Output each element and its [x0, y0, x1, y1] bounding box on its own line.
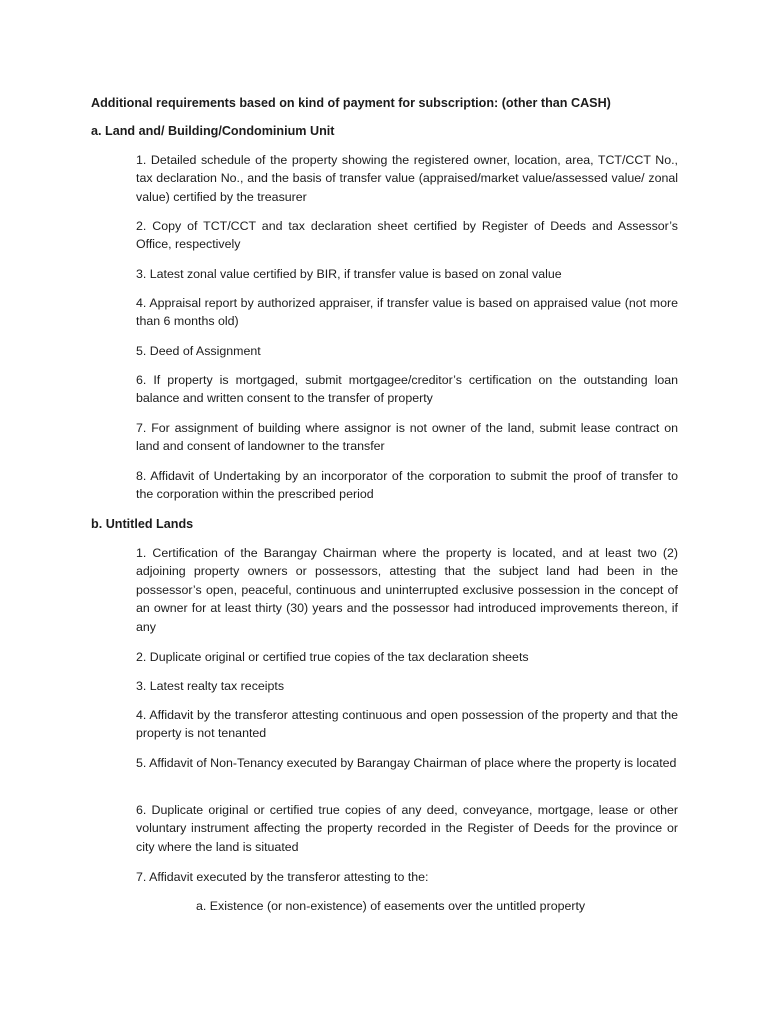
land-requirement-6: 6. If property is mortgaged, submit mortgagee/creditor’s certification on the outstanding loan balance and written consent to the transfer of property: [136, 373, 678, 406]
untitled-requirement-2: 2. Duplicate original or certified true copies of the tax declaration sheets: [136, 650, 529, 664]
untitled-subrequirement-a: a. Existence (or non-existence) of easements over the untitled property: [196, 899, 586, 913]
land-requirement-5: 5. Deed of Assignment: [136, 344, 261, 358]
untitled-requirement-6: 6. Duplicate original or certified true copies of any deed, conveyance, mortgage, lease or other voluntary instrument affecting the property recorded in the Register of Deeds for the province or city where the land is situated: [136, 803, 678, 854]
untitled-requirement-7: 7. Affidavit executed by the transferor attesting to the:: [136, 870, 429, 884]
document-title: Additional requirements based on kind of payment for subscription: (other than CASH): [91, 96, 611, 110]
land-requirement-3: 3. Latest zonal value certified by BIR, if transfer value is based on zonal value: [136, 267, 562, 281]
land-requirement-8: 8. Affidavit of Undertaking by an incorporator of the corporation to submit the proof of transfer to the corporation within the prescribed period: [136, 469, 678, 502]
section-heading-land-building: a. Land and/ Building/Condominium Unit: [91, 124, 335, 138]
land-requirement-7: 7. For assignment of building where assignor is not owner of the land, submit lease contract on land and consent of landowner to the transfer: [136, 421, 678, 454]
untitled-requirement-3: 3. Latest realty tax receipts: [136, 679, 285, 693]
land-requirement-1: 1. Detailed schedule of the property showing the registered owner, location, area, TCT/CCT No., tax declaration No., and the basis of transfer value (appraised/market value/assessed value/ zonal value) certified by the treasurer: [136, 153, 678, 204]
section-heading-untitled-lands: b. Untitled Lands: [91, 517, 194, 531]
land-requirement-2: 2. Copy of TCT/CCT and tax declaration sheet certified by Register of Deeds and Assessor’s Office, respectively: [136, 219, 678, 252]
untitled-requirement-4: 4. Affidavit by the transferor attesting continuous and open possession of the property and that the property is not tenanted: [136, 708, 678, 741]
untitled-requirement-5: 5. Affidavit of Non-Tenancy executed by Barangay Chairman of place where the property is located: [136, 756, 677, 770]
untitled-requirement-1: 1. Certification of the Barangay Chairman where the property is located, and at least two (2) adjoining property owners or possessors, attesting that the subject land had been in the possessor’s open, peaceful, continuous and uninterrupted exclusive possession in the concept of an owner for at least thirty (30) years and the possessor had introduced improvements thereon, if any: [136, 546, 678, 634]
land-requirement-4: 4. Appraisal report by authorized appraiser, if transfer value is based on appraised value (not more than 6 months old): [136, 296, 678, 329]
